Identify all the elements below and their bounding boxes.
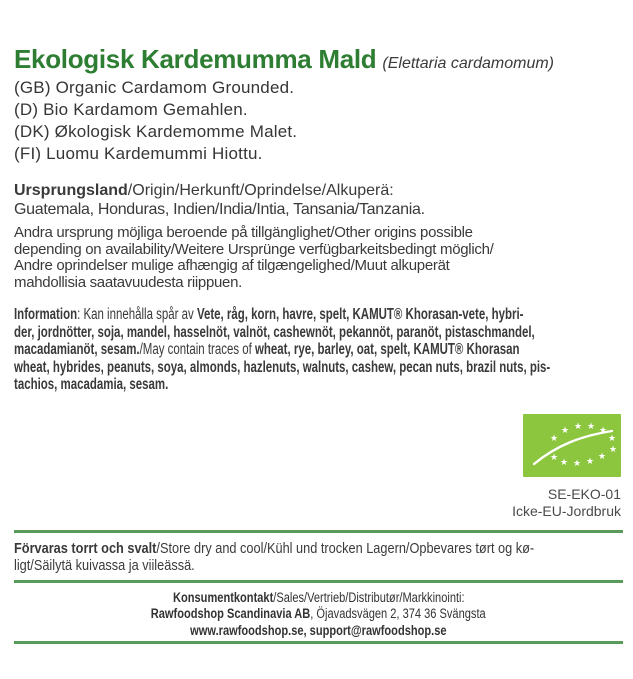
title-row: [14, 44, 623, 75]
svg-text:★: ★: [597, 451, 607, 462]
svg-text:★: ★: [572, 458, 582, 469]
allergen-info-section: [14, 306, 623, 394]
eu-organic-leaf-logo: [523, 414, 621, 477]
divider-line: [14, 641, 623, 644]
svg-text:★: ★: [607, 433, 617, 444]
product-name-fi: (FI) Luomu Kardemummi Hiottu.: [14, 144, 263, 163]
certification-text: [14, 486, 621, 520]
svg-text:★: ★: [586, 421, 596, 432]
allergen-line: wheat, hybrides, peanuts, soya, almonds, hazlenuts, walnuts, cashew, pecan nuts, brazil nuts, pis-: [14, 358, 551, 376]
svg-text:★: ★: [573, 421, 583, 432]
product-title: Ekologisk Kardemumma Mald: [14, 44, 377, 74]
svg-text:★: ★: [585, 456, 595, 467]
allergen-line: macadamianöt, sesam./May contain traces of wheat, rye, barley, oat, spelt, KAMUT® Khorasan: [14, 341, 520, 358]
product-name-d: (D) Bio Kardamom Gemahlen.: [14, 100, 248, 119]
contact-line: Rawfoodshop Scandinavia AB, Öjavadsvägen 2, 374 36 Svängsta: [151, 606, 486, 621]
origin-note-line: depending on availability/Weitere Ursprünge verfügbarkeitsbedingt möglich/: [14, 240, 494, 258]
svg-text:★: ★: [549, 452, 559, 463]
svg-text:★: ★: [608, 444, 618, 455]
origin-note-line: Andre oprindelser mulige afhængig af tilgængelighed/Muut alkuperät: [14, 257, 450, 274]
origin-heading: Ursprungsland/Origin/Herkunft/Oprindelse/Alkuperä:: [14, 182, 394, 199]
origin-note-line: Andra ursprung möjliga beroende på tillgänglighet/Other origins possible: [14, 224, 473, 241]
product-name-gb: (GB) Organic Cardamom Grounded.: [14, 78, 295, 97]
storage-line: Förvaras torrt och svalt/Store dry and cool/Kühl und trocken Lagern/Opbevares tørt og kø-: [14, 539, 535, 557]
eco-code: SE-EKO-01: [547, 485, 621, 502]
svg-text:★: ★: [549, 433, 559, 444]
certification-block: [14, 414, 623, 520]
storage-section: [14, 540, 623, 574]
svg-text:★: ★: [598, 425, 608, 436]
contact-section: [14, 589, 623, 639]
latin-name: (Elettaria cardamomum): [382, 55, 554, 72]
product-label: [0, 44, 633, 644]
allergen-line: tachios, macadamia, sesam.: [14, 376, 169, 393]
contact-line: www.rawfoodshop.se, support@rawfoodshop.se: [190, 622, 447, 638]
svg-text:★: ★: [559, 457, 569, 468]
allergen-line: der, jordnötter, soja, mandel, hasselnöt, valnöt, cashewnöt, pekannöt, paranöt, pistaschmandel,: [14, 323, 535, 341]
origin-notes: [14, 225, 623, 291]
svg-text:★: ★: [560, 425, 570, 436]
product-name-dk: (DK) Økologisk Kardemomme Malet.: [14, 122, 298, 141]
agriculture-origin: Icke-EU-Jordbruk: [512, 502, 621, 519]
divider-line: [14, 580, 623, 583]
storage-line: ligt/Säilytä kuivassa ja viileässä.: [14, 556, 195, 574]
origin-countries: Guatemala, Honduras, Indien/India/Intia, Tansania/Tanzania.: [14, 201, 425, 218]
product-names: [14, 77, 623, 165]
allergen-line: Information: Kan innehålla spår av Vete, råg, korn, havre, spelt, KAMUT® Khorasan-vete, hybri-: [14, 306, 524, 323]
contact-line: Konsumentkontakt/Sales/Vertrieb/Distributør/Markkinointi:: [172, 589, 465, 605]
origin-note-line: mahdollisia saatavuudesta riippuen.: [14, 273, 242, 291]
divider-line: [14, 530, 623, 533]
origin-section: [14, 181, 623, 291]
